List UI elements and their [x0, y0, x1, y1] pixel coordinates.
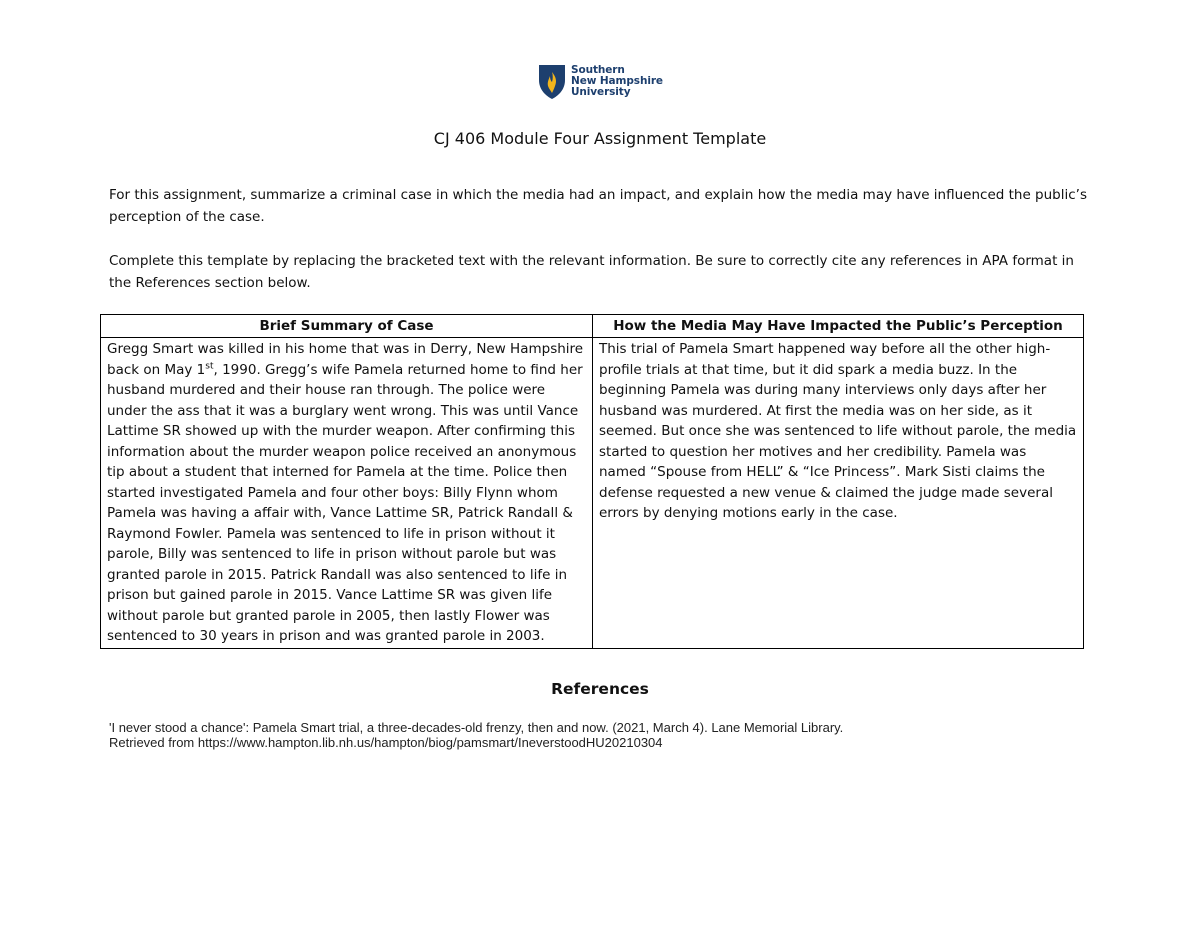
reference-line-1: 'I never stood a chance': Pamela Smart trial, a three-decades-old frenzy, then and now. (2021, March 4). Lane Memorial Library.: [109, 720, 844, 735]
summary-cell: [101, 338, 593, 649]
table-row: [101, 338, 1084, 649]
summary-superscript: st: [205, 361, 214, 371]
header-brief-summary: Brief Summary of Case: [101, 315, 593, 338]
header-media-impact: How the Media May Have Impacted the Public’s Perception: [593, 315, 1084, 338]
logo-wordmark: [571, 65, 663, 98]
table-header-row: [101, 315, 1084, 338]
logo-line-2: New Hampshire: [571, 75, 663, 87]
page-title: CJ 406 Module Four Assignment Template: [433, 129, 767, 148]
case-table: [100, 314, 1084, 649]
references-heading: References: [551, 680, 649, 698]
logo-line-1: Southern: [571, 64, 625, 76]
reference-line-2: Retrieved from https://www.hampton.lib.nh.us/hampton/biog/pamsmart/IneverstoodHU20210304: [109, 735, 663, 750]
reference-entry: [109, 720, 1059, 750]
logo-line-3: University: [571, 86, 631, 98]
instructions-paragraph: Complete this template by replacing the bracketed text with the relevant information. Be sure to correctly cite any references in APA format in the References section below.: [109, 253, 1074, 291]
summary-text-start: Gregg Smart was killed in his home that was in Derry, New Hampshire back on May 1: [107, 341, 584, 378]
summary-text-end: , 1990. Gregg’s wife Pamela returned home to find her husband murdered and their house ran through. The police were under the ass that it was a burglary went wrong. This was until Vance Lattime SR showed up with the murder weapon. After confirming this information about the murder weapon police received an anonymous tip about a student that interned for Pamela at the time. Police then started investigated Pamela and four other boys: Billy Flynn whom Pamela was having a affair with, Vance Lattime SR, Patrick Randall & Raymond Fowler. Pamela was sentenced to life in prison without it parole, Billy was sentenced to life in prison without parole but was granted parole in 2015. Patrick Randall was also sentenced to life in prison but gained parole in 2015. Vance Lattime SR was given life without parole but granted parole in 2005, then lastly Flower was sentenced to 30 years in prison and was granted parole in 2003.: [107, 361, 583, 644]
media-impact-cell: This trial of Pamela Smart happened way before all the other high-profile trials at that time, but it did spark a media buzz. In the beginning Pamela was during many interviews only days after her husband was murdered. At first the media was on her side, as it seemed. But once she was sentenced to life without parole, the media started to question her motives and her credibility. Pamela was named “Spouse from HELL” & “Ice Princess”. Mark Sisti claims the defense requested a new venue & claimed the judge made several errors by denying motions early in the case.: [593, 338, 1084, 649]
intro-paragraph: For this assignment, summarize a criminal case in which the media had an impact, and explain how the media may have influenced the public’s perception of the case.: [109, 187, 1087, 225]
shield-flame-icon: [538, 64, 566, 100]
university-logo: [538, 64, 663, 100]
